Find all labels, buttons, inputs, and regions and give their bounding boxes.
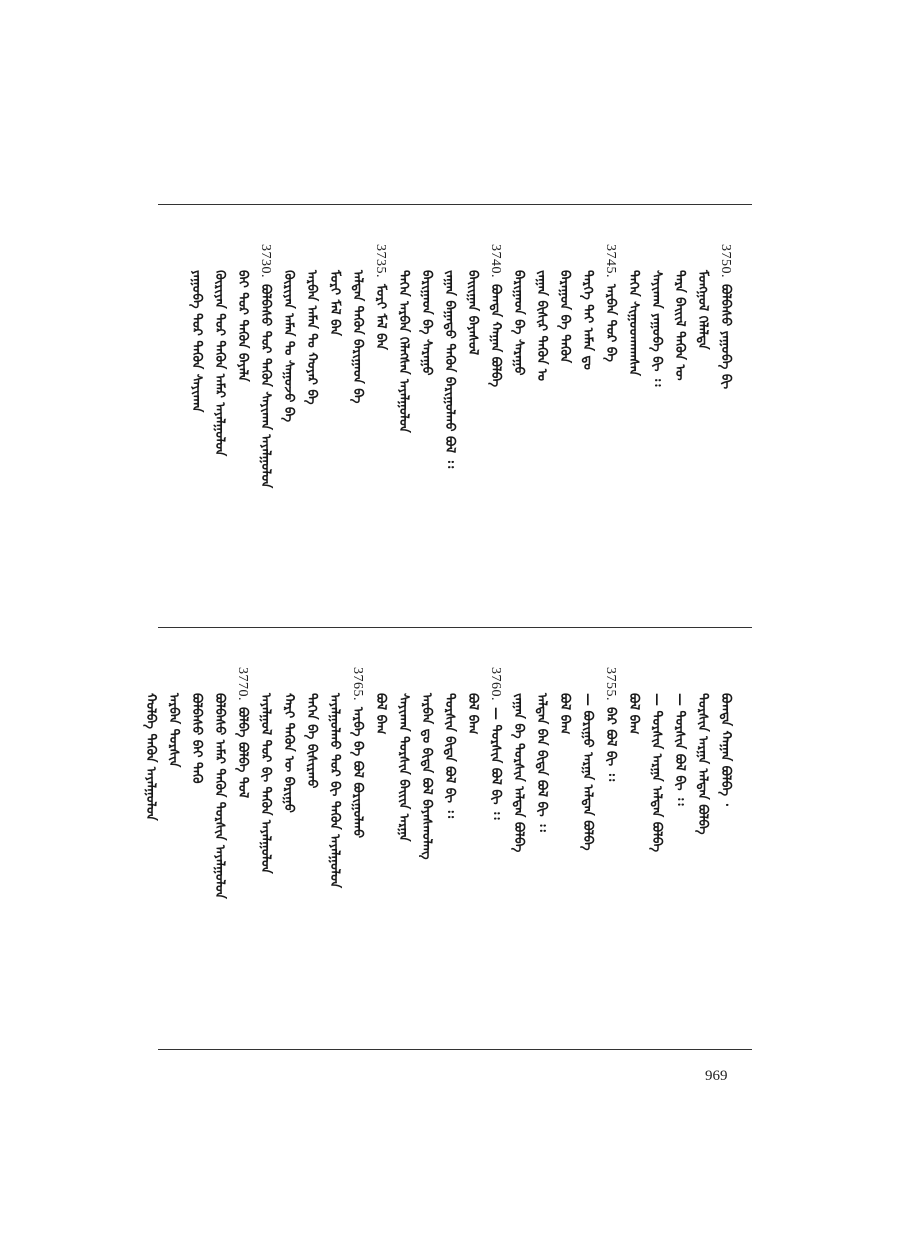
line-text: ᠮᠣᠷᠢ ᠮᠠᠯ ᠪᠠᠨ: [327, 270, 342, 336]
line-number: 3735.: [373, 244, 388, 278]
verse-line: [668, 667, 690, 806]
line-text: ᠠᠷᠪᠠᠨ ᠳᠤ ᠪᠢᠳᠡ ᠪᠣᠯ ᠪᠠᠶᠠᠰᠬᠤᠯᠠᠩ: [419, 693, 434, 860]
verse-line: [415, 667, 437, 860]
verse-line: [691, 667, 713, 835]
line-text: ᠲᠡᠭᠡᠨ ᠰᠢᠭᠤᠳᠬᠠᠭᠰᠠᠨ: [626, 270, 641, 376]
verse-line: [599, 667, 621, 781]
verse-line: [507, 667, 529, 852]
line-number: 3750.: [718, 244, 733, 278]
line-number: 3770.: [235, 667, 250, 701]
line-text: ᠪᠣᠭᠳᠠ ᠬᠠᠭᠠᠨ ᠪᠣᠯᠪᠠ ᠂: [718, 693, 733, 806]
line-text: — ᠲᠣᠷᠰᠢᠨ ᠠᠷᠭᠠ ᠠᠯᠳᠠᠨ ᠪᠣᠯᠪᠠ: [649, 693, 664, 853]
line-text: ᠪᠠᠢᠢᠭᠠᠨ ᠪᠠᠶᠠᠰᠤᠯ: [465, 270, 480, 356]
verse-line: [346, 244, 368, 403]
line-text: — ᠲᠤᠷᠰᠢᠨ ᠪᠣᠯ ᠪᠢ ᠄᠄: [488, 707, 503, 820]
verse-line: [231, 244, 253, 382]
line-text: ᠠᠶᠠᠯᠭᠤᠯᠬᠤ ᠳᠤᠷ ᠪᠢ ᠲᠡᠭᠦᠨ ᠠᠶᠠᠯᠭᠤᠯᠤᠨ: [327, 693, 342, 889]
line-text: ᠲᠡᠭᠡᠨ ᠠᠷᠪᠠᠨ ᠬᠡᠯᠡᠭᠰᠡᠨ ᠠᠶᠠᠯᠭᠤᠯᠤᠨ: [396, 270, 411, 433]
verse-line: [369, 667, 391, 734]
verse-line: [185, 667, 207, 784]
line-text: ᠠᠯᠳᠠᠨ ᠲᠡᠭᠦᠨ ᠪᠠᠷᠢᠭᠠᠳ ᠪᠠ: [350, 270, 365, 404]
verse-line: [323, 667, 345, 888]
line-text: ᠬᠣᠯᠪᠠ ᠲᠡᠭᠦᠨ ᠠᠶᠠᠯᠭᠤᠯᠤᠨ: [143, 693, 158, 821]
verse-line: [484, 244, 506, 387]
line-text: ᠪᠣᠯᠪᠠᠰᠤ ᠪᠠᠢ ᠲᠡᠭᠦ: [189, 693, 204, 784]
verse-line: [254, 667, 276, 874]
upper-text-block: [158, 244, 752, 604]
line-text: ᠪᠠᠷᠢᠭᠠᠳ ᠪᠠ ᠰᠠᠷᠠᠭᠤ: [419, 270, 434, 376]
line-number: 3765.: [350, 667, 365, 701]
verse-line: [714, 667, 736, 806]
page-number: 969: [705, 1068, 728, 1084]
line-text: ᠪᠣᠯᠪᠠᠰᠤ ᠶᠠᠭᠤᠪᠠ ᠪᠢ: [718, 284, 733, 390]
verse-line: [438, 244, 460, 468]
line-text: ᠬᠦᠷᠢᠶᠡᠨ ᠠᠮᠠᠨ ᠲᠤ ᠰᠠᠭᠤᠵᠤ ᠪᠠ: [281, 270, 296, 423]
line-text: ᠬᠠᠷᠢ ᠲᠡᠭᠦᠨ ᠦ ᠪᠠᠷᠢᠭᠤ: [281, 693, 296, 813]
line-text: ᠲᠡᠷᠭᠡ ᠲᠡᠢ ᠠᠮᠠᠨ ᠳᠤ: [580, 270, 595, 370]
line-text: — ᠪᠣᠷᠢᠭᠤ ᠠᠷᠭᠠ ᠠᠯᠳᠠᠨ ᠪᠣᠯᠪᠠ: [580, 693, 595, 851]
line-text: ᠰᠠᠶᠢᠬᠠᠨ ᠶᠠᠭᠤᠪᠠ ᠪᠢ ᠄᠄: [649, 270, 664, 387]
verse-line: [576, 244, 598, 370]
line-text: ᠬᠦᠷᠢᠶᠡᠨ ᠳᠤᠷ ᠲᠡᠭᠦᠨ ᠠᠮᠠᠷ ᠠᠶᠠᠯᠭᠤᠯᠤᠨ: [212, 270, 227, 457]
verse-line: [438, 667, 460, 818]
verse-line: [139, 667, 161, 821]
line-text: ᠪᠣᠯᠪᠠᠰᠤ ᠳᠤᠷ ᠲᠡᠭᠦᠨ ᠰᠠᠶᠢᠬᠠᠨ ᠠᠶᠠᠯᠭᠤᠯᠤᠨ: [258, 284, 273, 489]
line-number: 3730.: [258, 244, 273, 278]
middle-rule: [158, 627, 752, 628]
verse-line: [231, 667, 253, 798]
line-text: ᠪᠣᠯᠪᠠᠰᠤ ᠠᠮᠠᠷ ᠲᠡᠭᠦᠨ ᠲᠤᠷᠰᠢᠨ ᠠᠶᠠᠯᠭᠤᠯᠤᠨ: [212, 693, 227, 899]
verse-line: [277, 244, 299, 422]
line-text: ᠪᠠᠢ ᠳᠤᠷ ᠲᠡᠭᠦᠨ ᠪᠠᠶᠠᠯᠠ: [235, 270, 250, 382]
line-text: ᠠᠶᠠᠯᠭᠤᠯ ᠳᠤᠷ ᠪᠢ ᠲᠡᠭᠦᠨ ᠠᠶᠠᠯᠭᠤᠯᠤᠨ: [258, 693, 273, 874]
line-text: ᠪᠠᠷᠢᠭᠠᠳ ᠪᠠ ᠰᠠᠷᠠᠭᠤ: [511, 270, 526, 376]
verse-line: [576, 667, 598, 851]
verse-line: [691, 244, 713, 350]
verse-line: [714, 244, 736, 389]
line-text: ᠠᠷᠪᠠᠨ ᠠᠮᠠᠨ ᠲᠤ ᠬᠣᠶᠠᠷ ᠪᠠ: [304, 270, 319, 405]
lower-text-block: [143, 667, 752, 1027]
verse-line: [461, 667, 483, 734]
line-text: ᠰᠠᠶᠢᠬᠠᠨ ᠲᠤᠷᠰᠢᠨ ᠪᠠᠢᠢᠨ ᠠᠷᠭᠠ: [396, 693, 411, 842]
verse-line: [162, 667, 184, 767]
verse-line: [369, 244, 391, 350]
verse-line: [530, 667, 552, 832]
line-number: 3760.: [488, 667, 503, 701]
verse-line: [208, 667, 230, 899]
verse-line: [622, 244, 644, 376]
bottom-rule: [158, 1049, 752, 1050]
line-text: ᠶᠠᠭᠤᠪᠠ ᠳᠤᠷ ᠲᠡᠭᠦᠨ ᠰᠠᠶᠢᠬᠠᠨ: [189, 270, 204, 413]
line-number: 3740.: [488, 244, 503, 278]
verse-line: [553, 244, 575, 363]
line-text: ᠪᠣᠯ ᠪᠠᠭ: [373, 693, 388, 735]
line-text: ᠠᠷᠪᠠ ᠪᠠ ᠪᠣᠯ ᠪᠣᠷᠢᠭᠤᠯᠬᠤ: [350, 707, 365, 839]
verse-line: [645, 667, 667, 852]
verse-line: [346, 667, 368, 838]
line-text: ᠲᠤᠷᠰᠢᠨ ᠪᠢᠳᠡ ᠪᠣᠯ ᠪᠢ ᠄᠄: [442, 693, 457, 818]
line-text: ᠮᠣᠩᠭᠣᠯ ᠬᠡᠯᠡᠯᠲᠡ: [695, 270, 710, 350]
verse-line: [208, 244, 230, 456]
verse-line: [392, 667, 414, 842]
verse-line: [599, 244, 621, 362]
verse-line: [461, 244, 483, 355]
verse-line: [300, 244, 322, 405]
verse-line: [185, 244, 207, 412]
verse-line: [323, 244, 345, 336]
line-text: ᠪᠣᠯ ᠪᠠᠭ: [557, 693, 572, 735]
verse-line: [392, 244, 414, 433]
line-text: ᠠᠷᠪᠠᠨ ᠳᠤᠷ ᠪᠡ: [603, 284, 618, 363]
verse-line: [668, 244, 690, 381]
verse-line: [277, 667, 299, 813]
line-number: 3745.: [603, 244, 618, 278]
line-text: ᠲᠤᠷᠰᠢᠨ ᠠᠷᠭᠠ ᠠᠯᠳᠠᠨ ᠪᠣᠯᠪᠠ: [695, 693, 710, 835]
line-text: ᠮᠣᠷᠢ ᠮᠠᠯ ᠪᠠᠨ: [373, 284, 388, 350]
verse-line: [553, 667, 575, 734]
verse-line: [254, 244, 276, 488]
verse-line: [484, 667, 506, 820]
line-text: ᠵᠠᠭᠠᠨ ᠪᠢᠰᠢᠷ ᠲᠡᠭᠦᠨ ᠤ: [534, 270, 549, 382]
line-text: ᠪᠠᠷ ᠪᠣᠯ ᠪᠢ ᠄᠄: [603, 707, 618, 782]
line-text: ᠪᠠᠷᠠᠭᠤᠨ ᠪᠠ ᠲᠡᠭᠦᠨ: [557, 270, 572, 364]
line-text: — ᠲᠤᠷᠰᠢᠨ ᠪᠣᠯ ᠪᠢ ᠄᠄: [672, 693, 687, 806]
line-text: ᠠᠷᠪᠠᠨ ᠲᠤᠷᠰᠢᠨ: [166, 693, 181, 768]
top-rule: [158, 204, 752, 205]
line-text: ᠪᠣᠭᠳᠠ ᠬᠠᠭᠠᠨ ᠪᠣᠯᠪᠠ: [488, 284, 503, 388]
line-text: ᠵᠠᠭᠠᠨ ᠪᠠᠭᠠᠲᠤ ᠲᠡᠭᠦᠨ ᠪᠠᠷᠢᠭᠤᠯᠬᠤ ᠪᠣᠯ ᠄᠄: [442, 270, 457, 469]
line-number: 3755.: [603, 667, 618, 701]
line-text: ᠪᠣᠯ ᠪᠠᠭ: [465, 693, 480, 735]
verse-line: [622, 667, 644, 734]
verse-line: [530, 244, 552, 381]
line-text: ᠲᠡᠷᠡ ᠪᠠᠢᠢᠯ ᠲᠡᠭᠦᠨ ᠦ: [672, 270, 687, 381]
line-text: ᠪᠣᠯᠪᠠ ᠪᠣᠯᠪᠠ ᠲᠤᠯ: [235, 707, 250, 799]
verse-line: [645, 244, 667, 386]
line-text: ᠲᠡᠭᠡᠨ ᠪᠠ ᠪᠢᠰᠢᠷᠬᠤ: [304, 693, 319, 789]
verse-line: [300, 667, 322, 788]
verse-line: [507, 244, 529, 376]
line-text: ᠵᠠᠭᠠᠨ ᠪᠠ ᠲᠤᠷᠰᠢᠨ ᠠᠯᠳᠠᠨ ᠪᠣᠯᠪᠠ: [511, 693, 526, 853]
verse-line: [415, 244, 437, 376]
line-text: ᠪᠣᠯ ᠪᠠᠭ: [626, 693, 641, 735]
line-text: ᠠᠯᠳᠠᠨ ᠪᠠᠨ ᠪᠢᠳᠡ ᠪᠣᠯ ᠪᠢ ᠄᠄: [534, 693, 549, 832]
